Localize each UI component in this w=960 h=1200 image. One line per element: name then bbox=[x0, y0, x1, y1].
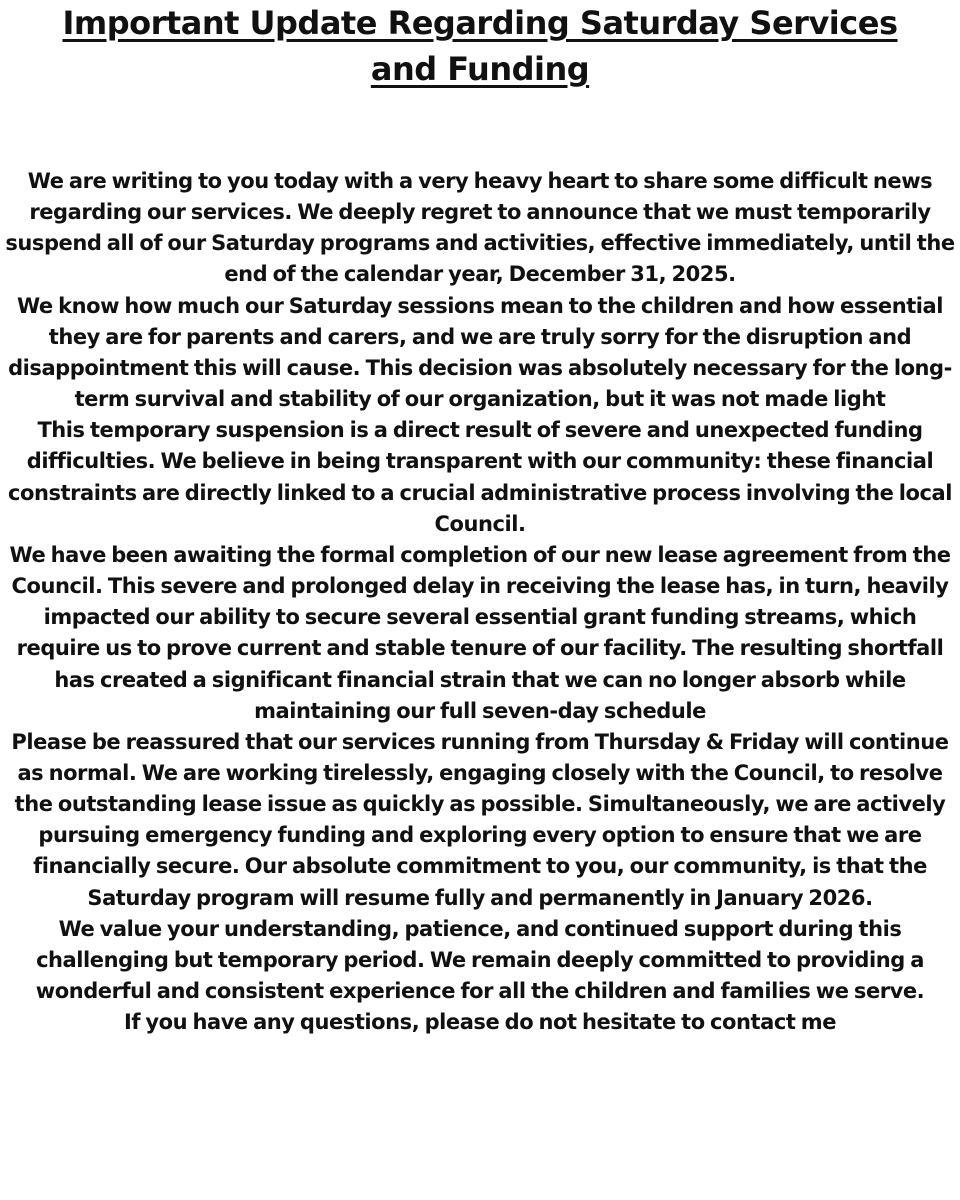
paragraph-thanks: We value your understanding, patience, and continued support during this challenging but temporary period. We remain deeply committed to providing a wonderful and consistent experience for all the children and families we serve. bbox=[35, 916, 925, 1004]
paragraph-apology: We know how much our Saturday sessions mean to the children and how essential they are for parents and carers, and we are truly sorry for the disruption and disappointment this will cause. This decision was absolutely necessary for the long-term survival and stability of our organization, but it was not made light bbox=[8, 293, 952, 412]
paragraph-lease-delay: We have been awaiting the formal completion of our new lease agreement from the Council. This severe and prolonged delay in receiving the lease has, in turn, heavily impacted our ability to secure several essential grant funding streams, which require us to prove current and stable tenure of our facility. The resulting shortfall has created a significant financial strain that we can no longer absorb while maintaining our full seven-day schedule bbox=[9, 542, 951, 723]
paragraph-reassurance: Please be reassured that our services running from Thursday & Friday will continue as normal. We are working tirelessly, engaging closely with the Council, to resolve the outstanding lease issue as quickly as possible. Simultaneously, we are actively pursuing emergency funding and exploring every option to ensure that we are financially secure. Our absolute commitment to you, our community, is that the Saturday program will resume fully and permanently in January 2026. bbox=[11, 729, 949, 910]
document-body bbox=[0, 166, 960, 1038]
paragraph-contact: If you have any questions, please do not hesitate to contact me bbox=[123, 1010, 837, 1035]
document-title: Important Update Regarding Saturday Services and Funding bbox=[62, 4, 898, 88]
paragraph-funding-cause: This temporary suspension is a direct result of severe and unexpected funding difficulties. We believe in being transparent with our community: these financial constraints are directly linked to a crucial administrative process involving the local Council. bbox=[8, 418, 952, 536]
paragraph-announcement: We are writing to you today with a very heavy heart to share some difficult news regarding our services. We deeply regret to announce that we must temporarily suspend all of our Saturday programs and activities, effective immediately, until the end of the calendar year, December 31, 2025. bbox=[5, 169, 955, 287]
